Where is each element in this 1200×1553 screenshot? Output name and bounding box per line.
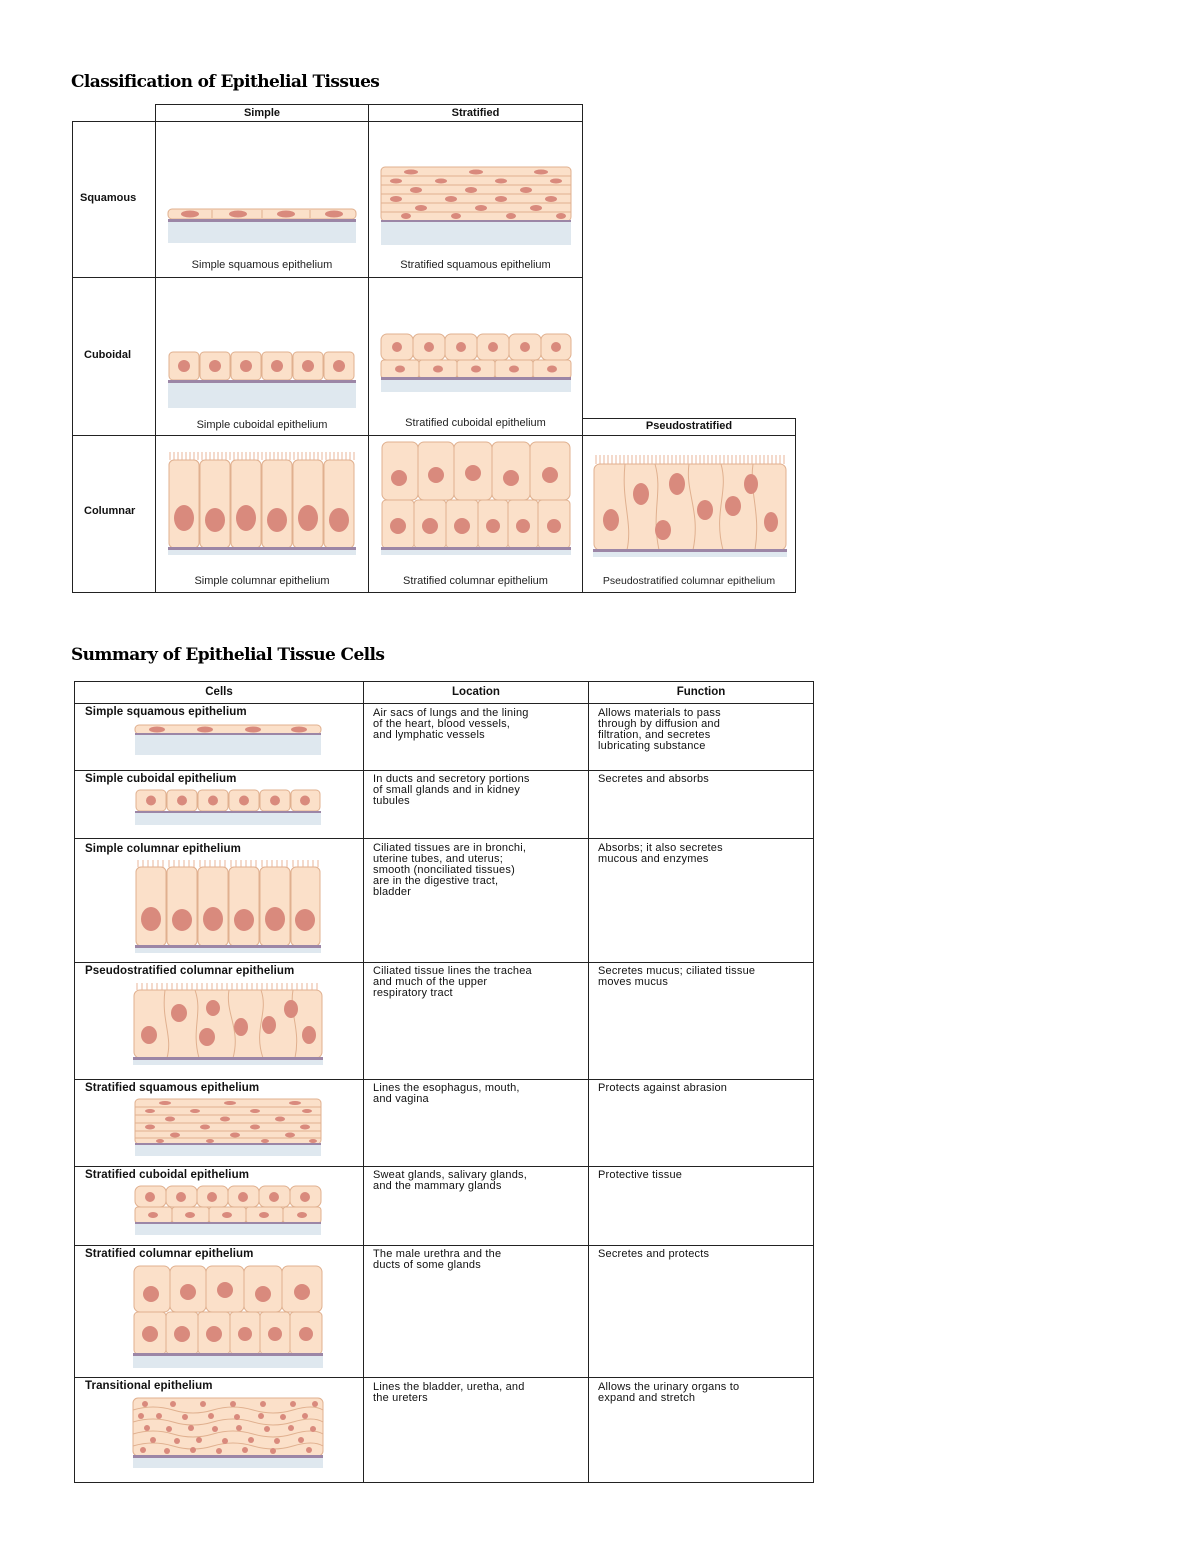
summary-header-function: Function [676,686,726,698]
cell-name: Stratified cuboidal epithelium [85,1169,250,1181]
img-row-simple-columnar [135,858,321,953]
img-stratified-cuboidal [381,332,571,392]
caption-stratified-columnar: Stratified columnar epithelium [403,575,548,587]
classification-title: Classification of Epithelial Tissues [71,72,380,92]
cell-location: In ducts and secretory portions of small glands and in kidney tubules [373,773,530,807]
cell-function: Secretes mucus; ciliated tissue moves mucus [598,965,756,988]
cell-location: The male urethra and the ducts of some glands [373,1248,502,1271]
row-header-cuboidal: Cuboidal [84,349,132,361]
cell-function: Protective tissue [598,1169,683,1181]
cell-function: Protects against abrasion [598,1082,728,1094]
img-row-simple-cuboidal [135,789,321,825]
cell-name: Stratified squamous epithelium [85,1082,260,1094]
row-header-columnar: Columnar [84,505,136,517]
img-stratified-squamous [381,165,571,245]
cell-name: Pseudostratified columnar epithelium [85,965,295,977]
img-stratified-columnar [381,440,571,555]
caption-stratified-cuboidal: Stratified cuboidal epithelium [405,417,546,429]
caption-stratified-squamous: Stratified squamous epithelium [400,259,551,271]
img-row-stratified-cuboidal [135,1185,321,1235]
cell-location: Air sacs of lungs and the lining of the heart, blood vessels, and lymphatic vessels [373,707,529,741]
caption-pseudostratified-columnar: Pseudostratified columnar epithelium [602,575,776,587]
cell-function: Secretes and protects [598,1248,710,1260]
summary-header-cells: Cells [205,686,233,698]
row-header-squamous: Squamous [80,192,137,204]
cell-location: Lines the bladder, uretha, and the ureters [373,1381,525,1404]
cell-location: Ciliated tissue lines the trachea and much of the upper respiratory tract [373,965,532,999]
cell-location: Ciliated tissues are in bronchi, uterine tubes, and uterus; smooth (nonciliated tissues) are in the digestive tract, bladder [373,842,527,898]
img-row-pseudostratified [133,981,323,1065]
col-header-stratified: Stratified [451,107,500,119]
caption-simple-columnar: Simple columnar epithelium [194,575,330,587]
img-pseudostratified-columnar [593,452,787,557]
cell-name: Simple squamous epithelium [85,706,247,718]
img-simple-columnar [168,450,356,555]
cell-location: Sweat glands, salivary glands, and the mammary glands [373,1169,527,1192]
img-row-simple-squamous [135,724,321,756]
cell-name: Simple columnar epithelium [85,843,241,855]
img-row-stratified-columnar [133,1264,323,1368]
img-simple-cuboidal [168,350,356,410]
img-row-stratified-squamous [135,1098,321,1156]
cell-name: Transitional epithelium [85,1380,213,1392]
summary-title: Summary of Epithelial Tissue Cells [71,645,385,665]
cell-location: Lines the esophagus, mouth, and vagina [373,1082,520,1105]
cell-function: Secretes and absorbs [598,773,710,785]
cell-function: Allows materials to pass through by diffusion and filtration, and secretes lubricating substance [598,707,721,752]
col-header-simple: Simple [243,107,281,119]
summary-header-location: Location [452,686,500,698]
caption-simple-cuboidal: Simple cuboidal epithelium [196,419,328,431]
col-header-pseudostratified: Pseudostratified [645,420,733,432]
cell-function: Absorbs; it also secretes mucous and enzymes [598,842,723,865]
caption-simple-squamous: Simple squamous epithelium [191,259,333,271]
cell-name: Simple cuboidal epithelium [85,773,237,785]
cell-name: Stratified columnar epithelium [85,1248,254,1260]
cell-function: Allows the urinary organs to expand and stretch [598,1381,740,1404]
img-simple-squamous [168,205,356,245]
img-row-transitional [133,1396,323,1468]
